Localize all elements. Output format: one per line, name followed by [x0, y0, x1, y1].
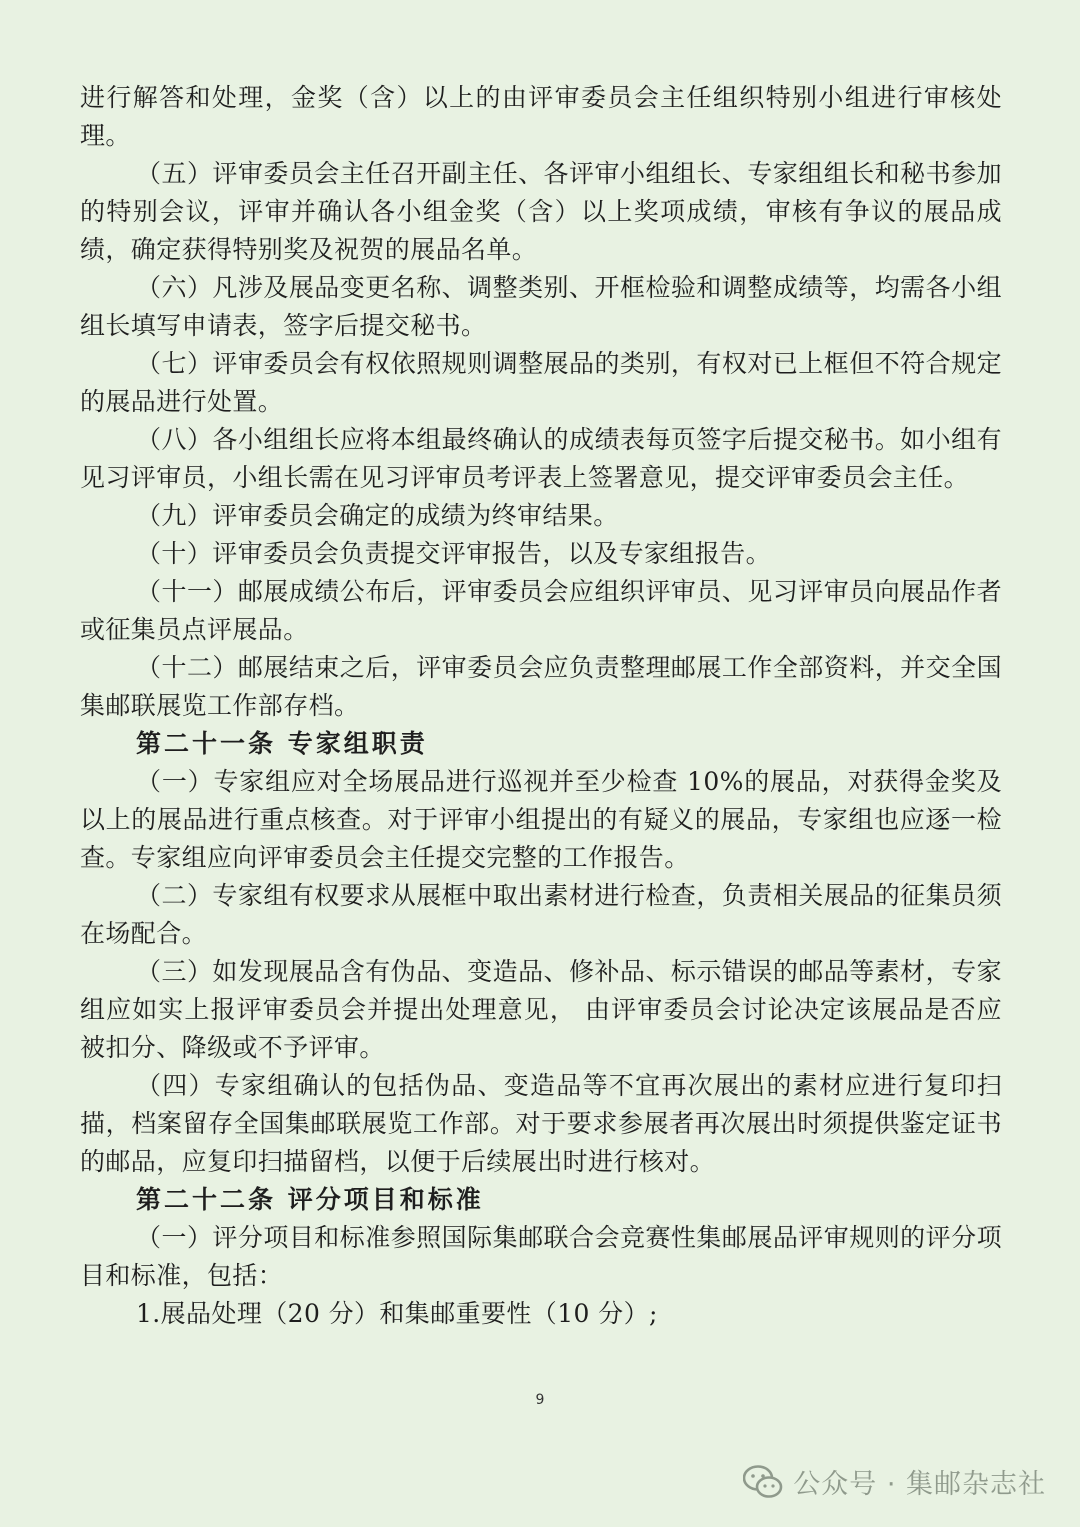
section-heading: 第二十一条 专家组职责 [136, 729, 428, 758]
paragraph: 进行解答和处理，金奖（含）以上的由评审委员会主任组织特别小组进行审核处理。 [80, 83, 1002, 150]
paragraph: （一）评分项目和标准参照国际集邮联合会竞赛性集邮展品评审规则的评分项目和标准，包括： [80, 1223, 1002, 1290]
paragraph: （十二）邮展结束之后，评审委员会应负责整理邮展工作全部资料，并交全国集邮联展览工作部存档。 [80, 653, 1002, 720]
page-number: 9 [535, 1392, 545, 1408]
paragraph: （十一）邮展成绩公布后，评审委员会应组织评审员、见习评审员向展品作者或征集员点评展品。 [80, 577, 1002, 644]
watermark-text: 公众号 · 集邮杂志社 [793, 1469, 1046, 1500]
paragraph: （二）专家组有权要求从展框中取出素材进行检查，负责相关展品的征集员须在场配合。 [80, 881, 1002, 948]
wechat-icon [743, 1465, 783, 1499]
paragraph: （五）评审委员会主任召开副主任、各评审小组组长、专家组组长和秘书参加的特别会议，评审并确认各小组金奖（含）以上奖项成绩，审核有争议的展品成绩，确定获得特别奖及祝贺的展品名单。 [80, 159, 1002, 264]
paragraph: （九）评审委员会确定的成绩为终审结果。 [136, 501, 619, 530]
section-heading: 第二十二条 评分项目和标准 [136, 1185, 484, 1214]
paragraph: （十）评审委员会负责提交评审报告，以及专家组报告。 [136, 539, 772, 568]
paragraph: （七）评审委员会有权依照规则调整展品的类别，有权对已上框但不符合规定的展品进行处置。 [80, 349, 1002, 416]
paragraph: （三）如发现展品含有伪品、变造品、修补品、标示错误的邮品等素材，专家组应如实上报评审委员会并提出处理意见， 由评审委员会讨论决定该展品是否应被扣分、降级或不予评审。 [80, 957, 1002, 1062]
wechat-watermark [743, 1462, 1046, 1501]
paragraph: （八）各小组组长应将本组最终确认的成绩表每页签字后提交秘书。如小组有见习评审员，小组长需在见习评审员考评表上签署意见，提交评审委员会主任。 [80, 425, 1002, 492]
paragraph: （四）专家组确认的包括伪品、变造品等不宜再次展出的素材应进行复印扫描，档案留存全国集邮联展览工作部。对于要求参展者再次展出时须提供鉴定证书的邮品，应复印扫描留档，以便于后续展出时进行核对。 [80, 1071, 1002, 1176]
document-body [80, 79, 1002, 1333]
paragraph: 1.展品处理（20 分）和集邮重要性（10 分）; [136, 1299, 658, 1328]
paragraph: （一）专家组应对全场展品进行巡视并至少检查 10%的展品，对获得金奖及以上的展品进行重点核查。对于评审小组提出的有疑义的展品，专家组也应逐一检查。专家组应向评审委员会主任提交完整的工作报告。 [80, 767, 1002, 872]
paragraph: （六）凡涉及展品变更名称、调整类别、开框检验和调整成绩等，均需各小组组长填写申请表，签字后提交秘书。 [80, 273, 1002, 340]
